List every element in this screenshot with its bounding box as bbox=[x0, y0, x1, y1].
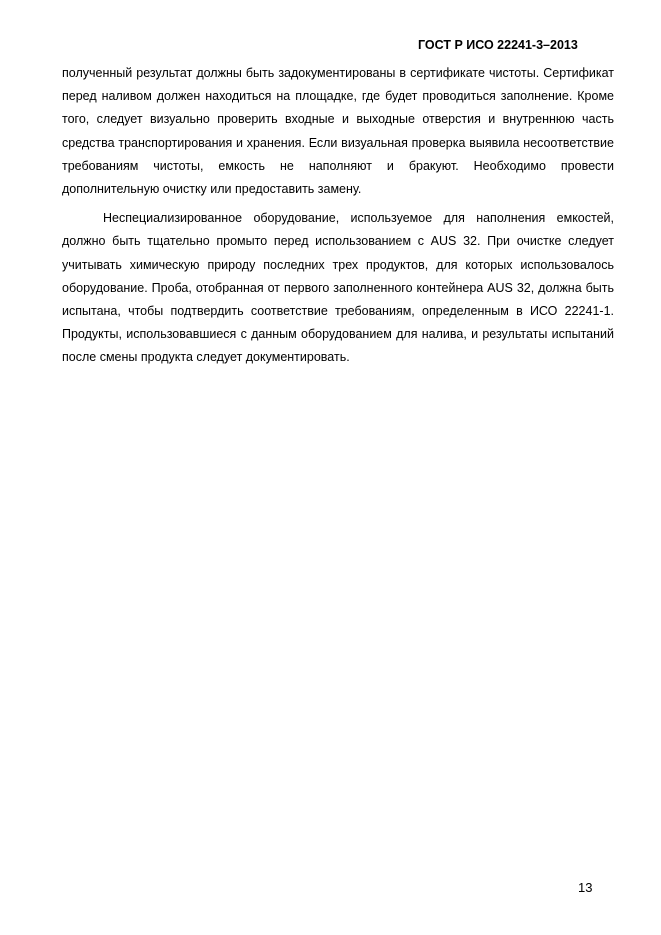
document-header: ГОСТ Р ИСО 22241-3–2013 bbox=[418, 38, 578, 52]
page-number: 13 bbox=[578, 880, 593, 895]
paragraph-continuation: полученный результат должны быть задокументированы в сертификате чистоты. Сертификат перед наливом должен находиться на площадке, где будет проводиться заполнение. Кроме того, следует визуально проверить входные и выходные отверстия и внутреннюю часть средства транспортирования и хранения. Если визуальная проверка выявила несоответствие требованиям чистоты, емкость не наполняют и бракуют. Необходимо провести дополнительную очистку или предоставить замену. bbox=[62, 66, 614, 197]
paragraph-equipment-cleaning: Неспециализированное оборудование, используемое для наполнения емкостей, должно быть тщательно промыто перед использованием с AUS 32. При очистке следует учитывать химическую природу последних трех продуктов, для которых использовалось оборудование. Проба, отобранная от первого заполненного контейнера AUS 32, должна быть испытана, чтобы подтвердить соответствие требованиям, определенным в ИСО 22241-1. Продукты, использовавшиеся с данным оборудованием для налива, и результаты испытаний после смены продукта следует документировать. bbox=[62, 211, 614, 365]
document-body bbox=[62, 62, 614, 370]
